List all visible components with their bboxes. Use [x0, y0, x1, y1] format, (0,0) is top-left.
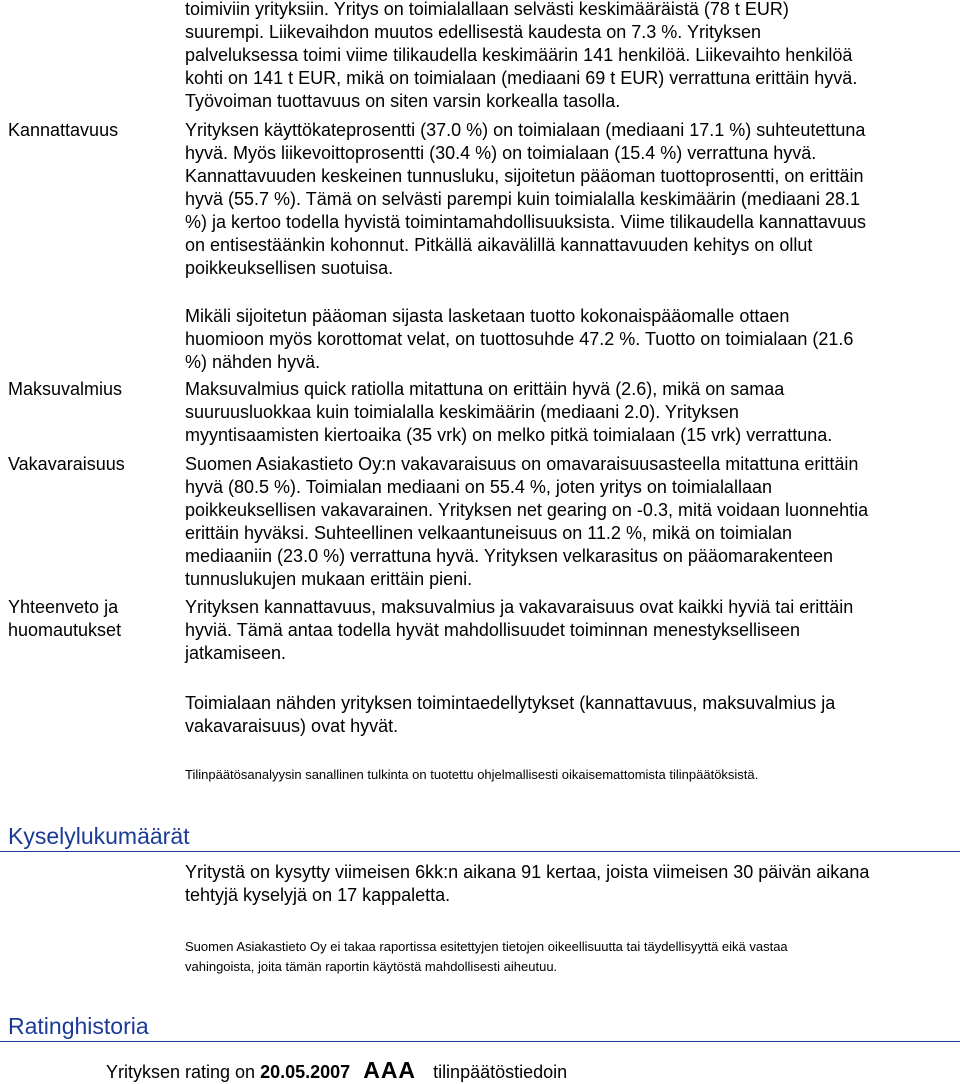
intro-line: suurempi. Liikevaihdon muutos edellisestä kaudesta on 7.3 %. Yrityksen: [185, 22, 761, 42]
kannattavuus-extra-line: %) nähden hyvä.: [185, 352, 321, 372]
intro-line: Työvoiman tuottavuus on siten varsin korkealla tasolla.: [185, 91, 621, 111]
kysely-line: tehtyjä kyselyjä on 17 kappaletta.: [185, 885, 451, 905]
intro-line: kohti on 141 t EUR, mikä on toimialaan (mediaani 69 t EUR) verrattuna erittäin hyvä.: [185, 68, 858, 88]
section-label-yhteenveto: Yhteenveto ja: [8, 597, 119, 617]
yhteenveto-summary-line: vakavaraisuus) ovat hyvät.: [185, 716, 399, 736]
vakavaraisuus-line: erittäin hyväksi. Suhteellinen velkaantuneisuus on 11.2 %, mikä on toimialan: [185, 523, 793, 543]
yhteenveto-line: jatkamiseen.: [185, 643, 287, 663]
analysis-note: Tilinpäätösanalyysin sanallinen tulkinta on tuotettu ohjelmallisesti oikaisemattomista tilinpäätöksistä.: [185, 767, 759, 782]
disclaimer-line: Suomen Asiakastieto Oy ei takaa raportissa esitettyjen tietojen oikeellisuutta tai täydellisyyttä eikä vastaa: [185, 939, 788, 954]
kannattavuus-extra-line: Mikäli sijoitetun pääoman sijasta lasketaan tuotto kokonaispääomalle ottaen: [185, 306, 790, 326]
yhteenveto-line: hyviä. Tämä antaa todella hyvät mahdollisuudet toiminnan menestykselliseen: [185, 620, 801, 640]
vakavaraisuus-line: mediaaniin (23.0 %) verrattuna hyvä. Yrityksen velkarasitus on pääomarakenteen: [185, 546, 834, 566]
section-label-vakavaraisuus: Vakavaraisuus: [8, 454, 125, 474]
kannattavuus-line: poikkeuksellisen suotuisa.: [185, 258, 394, 278]
kannattavuus-line: on entisestäänkin kohonnut. Pitkällä aikavälillä kannattavuuden kehitys on ollut: [185, 235, 813, 255]
intro-line: palveluksessa toimi viime tilikaudella keskimäärin 141 henkilöä. Liikevaihto henkilöä: [185, 45, 853, 65]
rating-basis: tilinpäätöstiedoin: [433, 1062, 568, 1082]
maksuvalmius-line: myyntisaamisten kiertoaika (35 vrk) on melko pitkä toimialaan (15 vrk) verrattuna.: [185, 425, 833, 445]
kannattavuus-line: Kannattavuuden keskeinen tunnusluku, sijoitetun pääoman tuottoprosentti, on erittäin: [185, 166, 864, 186]
heading-divider: [0, 851, 960, 852]
yhteenveto-line: Yrityksen kannattavuus, maksuvalmius ja vakavaraisuus ovat kaikki hyviä tai erittäin: [185, 597, 854, 617]
section-heading-kyselylukumaarat: Kyselylukumäärät: [8, 823, 190, 849]
kannattavuus-line: %) ja kertoo todella hyvistä toimintamahdollisuuksista. Viime tilikaudella kannattavuus: [185, 212, 867, 232]
vakavaraisuus-line: Suomen Asiakastieto Oy:n vakavaraisuus on omavaraisuusasteella mitattuna erittäin: [185, 454, 859, 474]
rating-value: AAA: [363, 1057, 417, 1083]
vakavaraisuus-line: tunnuslukujen mukaan erittäin pieni.: [185, 569, 473, 589]
section-heading-ratinghistoria: Ratinghistoria: [8, 1013, 149, 1039]
kannattavuus-extra-line: huomioon myös korottomat velat, on tuottosuhde 47.2 %. Tuotto on toimialaan (21.6: [185, 329, 854, 349]
section-label-maksuvalmius: Maksuvalmius: [8, 379, 123, 399]
disclaimer-line: vahingoista, joita tämän raportin käytöstä mahdollisesti aiheutuu.: [185, 959, 558, 974]
maksuvalmius-line: Maksuvalmius quick ratiolla mitattuna on erittäin hyvä (2.6), mikä on samaa: [185, 379, 785, 399]
section-label-huomautukset: huomautukset: [8, 620, 122, 640]
kannattavuus-line: hyvä (55.7 %). Tämä on selvästi parempi kuin toimialalla keskimäärin (mediaani 28.1: [185, 189, 860, 209]
kannattavuus-line: Yrityksen käyttökateprosentti (37.0 %) on toimialaan (mediaani 17.1 %) suhteutettuna: [185, 120, 866, 140]
heading-divider: [0, 1041, 960, 1042]
kysely-line: Yritystä on kysytty viimeisen 6kk:n aikana 91 kertaa, joista viimeisen 30 päivän aikana: [185, 862, 870, 882]
intro-line: toimiviin yrityksiin. Yritys on toimialallaan selvästi keskimääräistä (78 t EUR): [185, 0, 789, 19]
section-label-kannattavuus: Kannattavuus: [8, 120, 119, 140]
maksuvalmius-line: suuruusluokkaa kuin toimialalla keskimäärin (mediaani 2.0). Yrityksen: [185, 402, 739, 422]
vakavaraisuus-line: hyvä (80.5 %). Toimialan mediaani on 55.4 %, joten yritys on toimialallaan: [185, 477, 772, 497]
rating-prefix: Yrityksen rating on: [106, 1062, 256, 1082]
rating-date: 20.05.2007: [260, 1062, 351, 1082]
kannattavuus-line: hyvä. Myös liikevoittoprosentti (30.4 %) on toimialaan (15.4 %) verrattuna hyvä.: [185, 143, 817, 163]
vakavaraisuus-line: poikkeuksellisen vakavarainen. Yrityksen net gearing on -0.3, mitä voidaan luonnehtia: [185, 500, 869, 520]
rating-row: [106, 1058, 567, 1084]
yhteenveto-summary-line: Toimialaan nähden yrityksen toimintaedellytykset (kannattavuus, maksuvalmius ja: [185, 693, 836, 713]
